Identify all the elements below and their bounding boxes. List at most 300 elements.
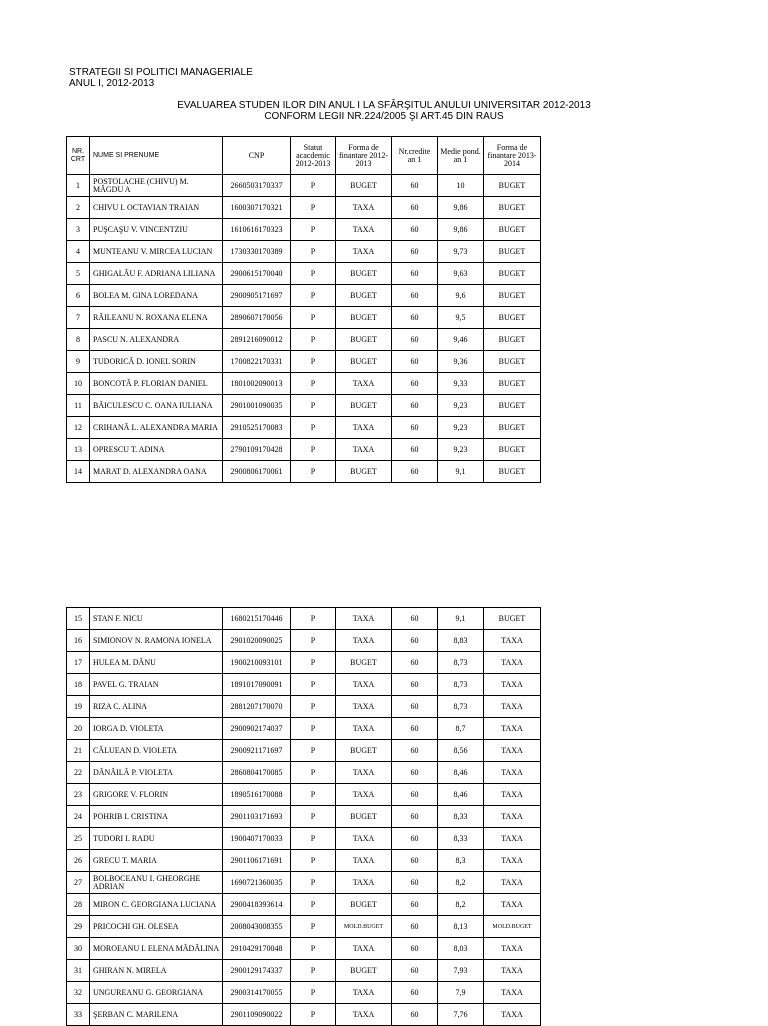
cell-funding-2012: BUGET (336, 263, 392, 285)
cell-nr: 11 (67, 395, 90, 417)
table-row (67, 938, 541, 960)
cell-average: 9,86 (438, 197, 484, 219)
cell-average: 8,03 (438, 938, 484, 960)
table-row (67, 652, 541, 674)
cell-cnp: 2900902174037 (223, 718, 291, 740)
cell-name: STAN F. NICU (90, 608, 223, 630)
table-row (67, 461, 541, 483)
cell-funding-2013: BUGET (484, 608, 541, 630)
cell-credits: 60 (392, 263, 438, 285)
cell-status: P (291, 395, 336, 417)
cell-name: GHIRAN N. MIRELA (90, 960, 223, 982)
cell-name: BOLBOCEANU I. GHEORGHE ADRIAN (90, 872, 223, 894)
cell-cnp: 2900921171697 (223, 740, 291, 762)
cell-cnp: 2008043008355 (223, 916, 291, 938)
cell-name: CRIHANĂ L. ALEXANDRA MARIA (90, 417, 223, 439)
cell-funding-2013: BUGET (484, 373, 541, 395)
cell-funding-2013: BUGET (484, 351, 541, 373)
cell-cnp: 1891017090091 (223, 674, 291, 696)
cell-credits: 60 (392, 608, 438, 630)
cell-nr: 13 (67, 439, 90, 461)
cell-average: 8,2 (438, 872, 484, 894)
cell-nr: 19 (67, 696, 90, 718)
cell-status: P (291, 960, 336, 982)
cell-name: POHRIB I. CRISTINA (90, 806, 223, 828)
cell-average: 9,23 (438, 439, 484, 461)
cell-funding-2013: BUGET (484, 263, 541, 285)
cell-cnp: 2901020090025 (223, 630, 291, 652)
cell-nr: 25 (67, 828, 90, 850)
cell-name: HULEA M. DĂNU (90, 652, 223, 674)
cell-status: P (291, 718, 336, 740)
cell-funding-2012: BUGET (336, 175, 392, 197)
cell-nr: 26 (67, 850, 90, 872)
cell-funding-2012: BUGET (336, 652, 392, 674)
cell-funding-2013: BUGET (484, 461, 541, 483)
cell-nr: 8 (67, 329, 90, 351)
cell-funding-2012: BUGET (336, 894, 392, 916)
cell-average: 9,1 (438, 608, 484, 630)
cell-funding-2013: BUGET (484, 395, 541, 417)
cell-funding-2013: MOLD.BUGET (484, 916, 541, 938)
col-header-funding-2013: Forma de finantare 2013-2014 (484, 137, 541, 175)
cell-name: POSTOLACHE (CHIVU) M. MĂGDU A (90, 175, 223, 197)
col-header-name: NUME SI PRENUME (90, 137, 223, 175)
cell-name: PASCU N. ALEXANDRA (90, 329, 223, 351)
cell-funding-2012: TAXA (336, 1004, 392, 1026)
table-row (67, 329, 541, 351)
cell-funding-2013: TAXA (484, 1004, 541, 1026)
cell-nr: 2 (67, 197, 90, 219)
table-row (67, 175, 541, 197)
cell-funding-2012: TAXA (336, 850, 392, 872)
results-table-page-1 (66, 136, 541, 483)
cell-average: 8,46 (438, 784, 484, 806)
cell-average: 8,83 (438, 630, 484, 652)
cell-average: 7,76 (438, 1004, 484, 1026)
cell-cnp: 2910525170083 (223, 417, 291, 439)
cell-name: IORGA D. VIOLETA (90, 718, 223, 740)
cell-average: 8,56 (438, 740, 484, 762)
col-header-status: Statut acacdemic 2012-2013 (291, 137, 336, 175)
cell-nr: 23 (67, 784, 90, 806)
cell-funding-2013: TAXA (484, 652, 541, 674)
cell-status: P (291, 197, 336, 219)
table-row (67, 916, 541, 938)
cell-funding-2012: TAXA (336, 630, 392, 652)
cell-status: P (291, 652, 336, 674)
cell-status: P (291, 285, 336, 307)
table-row (67, 850, 541, 872)
cell-nr: 1 (67, 175, 90, 197)
cell-nr: 29 (67, 916, 90, 938)
cell-nr: 10 (67, 373, 90, 395)
table-row (67, 373, 541, 395)
cell-cnp: 2910429170048 (223, 938, 291, 960)
document-subtitle: CONFORM LEGII NR.224/2005 ŞI ART.45 DIN RAUS (264, 111, 504, 122)
table-row (67, 630, 541, 652)
cell-status: P (291, 263, 336, 285)
cell-nr: 7 (67, 307, 90, 329)
cell-status: P (291, 828, 336, 850)
cell-name: PAVEL G. TRAIAN (90, 674, 223, 696)
cell-cnp: 2901106171691 (223, 850, 291, 872)
cell-credits: 60 (392, 938, 438, 960)
cell-credits: 60 (392, 1004, 438, 1026)
cell-cnp: 1600307170321 (223, 197, 291, 219)
cell-funding-2012: BUGET (336, 806, 392, 828)
cell-average: 8,2 (438, 894, 484, 916)
cell-funding-2012: BUGET (336, 395, 392, 417)
table-row (67, 285, 541, 307)
cell-cnp: 2660503170337 (223, 175, 291, 197)
cell-average: 8,46 (438, 762, 484, 784)
table-row (67, 872, 541, 894)
cell-name: BĂICULESCU C. OANA IULIANA (90, 395, 223, 417)
table-row (67, 982, 541, 1004)
cell-average: 9,46 (438, 329, 484, 351)
cell-funding-2013: BUGET (484, 307, 541, 329)
cell-status: P (291, 784, 336, 806)
cell-average: 8,13 (438, 916, 484, 938)
cell-average: 8,73 (438, 652, 484, 674)
cell-funding-2013: TAXA (484, 872, 541, 894)
cell-funding-2012: TAXA (336, 762, 392, 784)
cell-credits: 60 (392, 439, 438, 461)
cell-cnp: 1680215170446 (223, 608, 291, 630)
cell-funding-2012: BUGET (336, 960, 392, 982)
cell-funding-2012: TAXA (336, 219, 392, 241)
cell-credits: 60 (392, 982, 438, 1004)
cell-funding-2012: TAXA (336, 828, 392, 850)
table-row (67, 828, 541, 850)
cell-name: TUDORICĂ D. IONEL SORIN (90, 351, 223, 373)
table-row (67, 395, 541, 417)
table-row (67, 608, 541, 630)
cell-cnp: 2860804170085 (223, 762, 291, 784)
col-header-nr: NR. CRT (67, 137, 90, 175)
cell-credits: 60 (392, 872, 438, 894)
cell-funding-2013: BUGET (484, 417, 541, 439)
cell-cnp: 1690721360035 (223, 872, 291, 894)
cell-status: P (291, 307, 336, 329)
cell-funding-2012: MOLD.BUGET (336, 916, 392, 938)
cell-credits: 60 (392, 916, 438, 938)
cell-credits: 60 (392, 696, 438, 718)
cell-credits: 60 (392, 630, 438, 652)
table-row (67, 806, 541, 828)
cell-status: P (291, 329, 336, 351)
cell-funding-2013: TAXA (484, 806, 541, 828)
table-header-row (67, 137, 541, 175)
cell-status: P (291, 894, 336, 916)
table-row (67, 263, 541, 285)
cell-average: 9,5 (438, 307, 484, 329)
cell-name: GHIGALĂU F. ADRIANA LILIANA (90, 263, 223, 285)
cell-name: ŞERBAN C. MARILENA (90, 1004, 223, 1026)
cell-funding-2013: BUGET (484, 175, 541, 197)
cell-funding-2012: TAXA (336, 718, 392, 740)
cell-credits: 60 (392, 850, 438, 872)
cell-average: 9,6 (438, 285, 484, 307)
cell-cnp: 2881207170070 (223, 696, 291, 718)
cell-average: 7,93 (438, 960, 484, 982)
cell-credits: 60 (392, 241, 438, 263)
cell-credits: 60 (392, 894, 438, 916)
cell-cnp: 1610616170323 (223, 219, 291, 241)
cell-status: P (291, 872, 336, 894)
cell-funding-2013: BUGET (484, 219, 541, 241)
table-row (67, 307, 541, 329)
cell-status: P (291, 674, 336, 696)
cell-nr: 14 (67, 461, 90, 483)
cell-name: GRECU T. MARIA (90, 850, 223, 872)
cell-name: MIRON C. GEORGIANA LUCIANA (90, 894, 223, 916)
cell-nr: 32 (67, 982, 90, 1004)
cell-funding-2012: TAXA (336, 696, 392, 718)
cell-status: P (291, 938, 336, 960)
cell-status: P (291, 241, 336, 263)
cell-credits: 60 (392, 806, 438, 828)
cell-average: 8,33 (438, 806, 484, 828)
cell-funding-2013: TAXA (484, 784, 541, 806)
cell-name: CĂLUEAN D. VIOLETA (90, 740, 223, 762)
cell-nr: 27 (67, 872, 90, 894)
cell-credits: 60 (392, 307, 438, 329)
cell-nr: 22 (67, 762, 90, 784)
cell-status: P (291, 916, 336, 938)
cell-name: OPRESCU T. ADINA (90, 439, 223, 461)
cell-funding-2013: BUGET (484, 439, 541, 461)
cell-average: 8,73 (438, 696, 484, 718)
cell-funding-2013: TAXA (484, 938, 541, 960)
cell-status: P (291, 175, 336, 197)
cell-status: P (291, 1004, 336, 1026)
cell-status: P (291, 608, 336, 630)
table-row (67, 197, 541, 219)
cell-credits: 60 (392, 351, 438, 373)
cell-cnp: 2901103171693 (223, 806, 291, 828)
cell-nr: 20 (67, 718, 90, 740)
cell-status: P (291, 373, 336, 395)
cell-funding-2013: BUGET (484, 197, 541, 219)
cell-funding-2013: TAXA (484, 740, 541, 762)
cell-cnp: 2900129174337 (223, 960, 291, 982)
cell-nr: 31 (67, 960, 90, 982)
cell-nr: 5 (67, 263, 90, 285)
cell-funding-2013: TAXA (484, 762, 541, 784)
table-row (67, 417, 541, 439)
col-header-average: Medie pond. an 1 (438, 137, 484, 175)
cell-name: MARAT D. ALEXANDRA OANA (90, 461, 223, 483)
cell-name: SIMIONOV N. RAMONA IONELA (90, 630, 223, 652)
cell-cnp: 2900418393614 (223, 894, 291, 916)
cell-status: P (291, 850, 336, 872)
cell-name: CHIVU I. OCTAVIAN TRAIAN (90, 197, 223, 219)
table-row (67, 762, 541, 784)
cell-credits: 60 (392, 674, 438, 696)
cell-credits: 60 (392, 762, 438, 784)
cell-status: P (291, 762, 336, 784)
cell-status: P (291, 806, 336, 828)
cell-credits: 60 (392, 740, 438, 762)
cell-credits: 60 (392, 828, 438, 850)
cell-funding-2012: TAXA (336, 872, 392, 894)
cell-funding-2012: BUGET (336, 351, 392, 373)
cell-credits: 60 (392, 960, 438, 982)
cell-average: 8,7 (438, 718, 484, 740)
cell-funding-2012: TAXA (336, 674, 392, 696)
cell-funding-2012: BUGET (336, 740, 392, 762)
cell-funding-2013: BUGET (484, 329, 541, 351)
cell-nr: 15 (67, 608, 90, 630)
cell-average: 9,1 (438, 461, 484, 483)
cell-credits: 60 (392, 417, 438, 439)
table-row (67, 718, 541, 740)
cell-funding-2012: BUGET (336, 329, 392, 351)
cell-average: 8,33 (438, 828, 484, 850)
cell-credits: 60 (392, 219, 438, 241)
cell-credits: 60 (392, 718, 438, 740)
table-row (67, 439, 541, 461)
year-label: ANUL I, 2012-2013 (69, 78, 155, 89)
cell-nr: 30 (67, 938, 90, 960)
cell-funding-2012: TAXA (336, 417, 392, 439)
cell-funding-2012: TAXA (336, 784, 392, 806)
table-row (67, 960, 541, 982)
course-title: STRATEGII SI POLITICI MANAGERIALE (69, 67, 253, 78)
cell-cnp: 1900210093101 (223, 652, 291, 674)
cell-name: TUDORI I. RADU (90, 828, 223, 850)
document-title: EVALUAREA STUDEN ILOR DIN ANUL I LA SFÂRŞITUL ANULUI UNIVERSITAR 2012-2013 (177, 100, 591, 111)
cell-name: GRIGORE V. FLORIN (90, 784, 223, 806)
cell-credits: 60 (392, 652, 438, 674)
cell-funding-2013: TAXA (484, 696, 541, 718)
cell-funding-2012: TAXA (336, 938, 392, 960)
cell-cnp: 1801002090013 (223, 373, 291, 395)
results-table-page-2 (66, 607, 541, 1026)
cell-average: 10 (438, 175, 484, 197)
cell-funding-2012: BUGET (336, 461, 392, 483)
cell-funding-2012: TAXA (336, 373, 392, 395)
cell-cnp: 2900615170040 (223, 263, 291, 285)
cell-nr: 21 (67, 740, 90, 762)
cell-cnp: 2900314170055 (223, 982, 291, 1004)
cell-average: 9,33 (438, 373, 484, 395)
table-row (67, 219, 541, 241)
cell-status: P (291, 461, 336, 483)
cell-name: UNGUREANU G. GEORGIANA (90, 982, 223, 1004)
cell-credits: 60 (392, 197, 438, 219)
cell-credits: 60 (392, 784, 438, 806)
cell-name: DĂNĂILĂ P. VIOLETA (90, 762, 223, 784)
cell-name: PUŞCAŞU V. VINCENTZIU (90, 219, 223, 241)
cell-cnp: 1890516170088 (223, 784, 291, 806)
cell-funding-2013: TAXA (484, 630, 541, 652)
cell-name: PRICOCHI GH. OLESEA (90, 916, 223, 938)
cell-credits: 60 (392, 461, 438, 483)
cell-name: RĂILEANU N. ROXANA ELENA (90, 307, 223, 329)
cell-funding-2012: BUGET (336, 307, 392, 329)
cell-cnp: 1900407170033 (223, 828, 291, 850)
col-header-credits: Nr.credite an 1 (392, 137, 438, 175)
cell-nr: 3 (67, 219, 90, 241)
cell-average: 9,36 (438, 351, 484, 373)
cell-funding-2012: TAXA (336, 608, 392, 630)
cell-status: P (291, 351, 336, 373)
cell-status: P (291, 696, 336, 718)
cell-average: 9,63 (438, 263, 484, 285)
cell-status: P (291, 439, 336, 461)
cell-average: 9,23 (438, 395, 484, 417)
cell-cnp: 2901109090022 (223, 1004, 291, 1026)
table-row (67, 894, 541, 916)
cell-average: 7,9 (438, 982, 484, 1004)
cell-cnp: 2790109170428 (223, 439, 291, 461)
cell-average: 8,73 (438, 674, 484, 696)
cell-funding-2012: TAXA (336, 439, 392, 461)
cell-funding-2012: TAXA (336, 241, 392, 263)
cell-funding-2013: TAXA (484, 828, 541, 850)
cell-nr: 33 (67, 1004, 90, 1026)
cell-status: P (291, 982, 336, 1004)
cell-funding-2013: TAXA (484, 960, 541, 982)
cell-nr: 28 (67, 894, 90, 916)
cell-name: BOLEA M. GINA LOREDANA (90, 285, 223, 307)
table-row (67, 784, 541, 806)
cell-status: P (291, 219, 336, 241)
cell-nr: 9 (67, 351, 90, 373)
cell-average: 9,23 (438, 417, 484, 439)
cell-nr: 17 (67, 652, 90, 674)
cell-status: P (291, 630, 336, 652)
col-header-funding-2012: Forma de finantare 2012-2013 (336, 137, 392, 175)
cell-credits: 60 (392, 175, 438, 197)
cell-nr: 4 (67, 241, 90, 263)
cell-cnp: 2900905171697 (223, 285, 291, 307)
cell-name: MUNTEANU V. MIRCEA LUCIAN (90, 241, 223, 263)
cell-nr: 18 (67, 674, 90, 696)
cell-nr: 16 (67, 630, 90, 652)
cell-average: 9,73 (438, 241, 484, 263)
cell-status: P (291, 417, 336, 439)
cell-funding-2013: BUGET (484, 285, 541, 307)
cell-average: 9,86 (438, 219, 484, 241)
table-row (67, 1004, 541, 1026)
cell-status: P (291, 740, 336, 762)
table-row (67, 674, 541, 696)
cell-credits: 60 (392, 285, 438, 307)
cell-name: MOROEANU I. ELENA MĂDĂLINA (90, 938, 223, 960)
table-row (67, 241, 541, 263)
cell-name: BONCOTĂ P. FLORIAN DANIEL (90, 373, 223, 395)
cell-cnp: 1730330170389 (223, 241, 291, 263)
cell-cnp: 2890607170056 (223, 307, 291, 329)
cell-funding-2013: TAXA (484, 850, 541, 872)
cell-funding-2012: TAXA (336, 982, 392, 1004)
cell-cnp: 2900806170061 (223, 461, 291, 483)
cell-funding-2013: TAXA (484, 982, 541, 1004)
cell-cnp: 2901001090035 (223, 395, 291, 417)
cell-credits: 60 (392, 395, 438, 417)
cell-funding-2013: TAXA (484, 718, 541, 740)
cell-cnp: 1700822170331 (223, 351, 291, 373)
cell-nr: 6 (67, 285, 90, 307)
cell-funding-2013: TAXA (484, 894, 541, 916)
table-row (67, 351, 541, 373)
cell-cnp: 2891216090012 (223, 329, 291, 351)
table-row (67, 696, 541, 718)
